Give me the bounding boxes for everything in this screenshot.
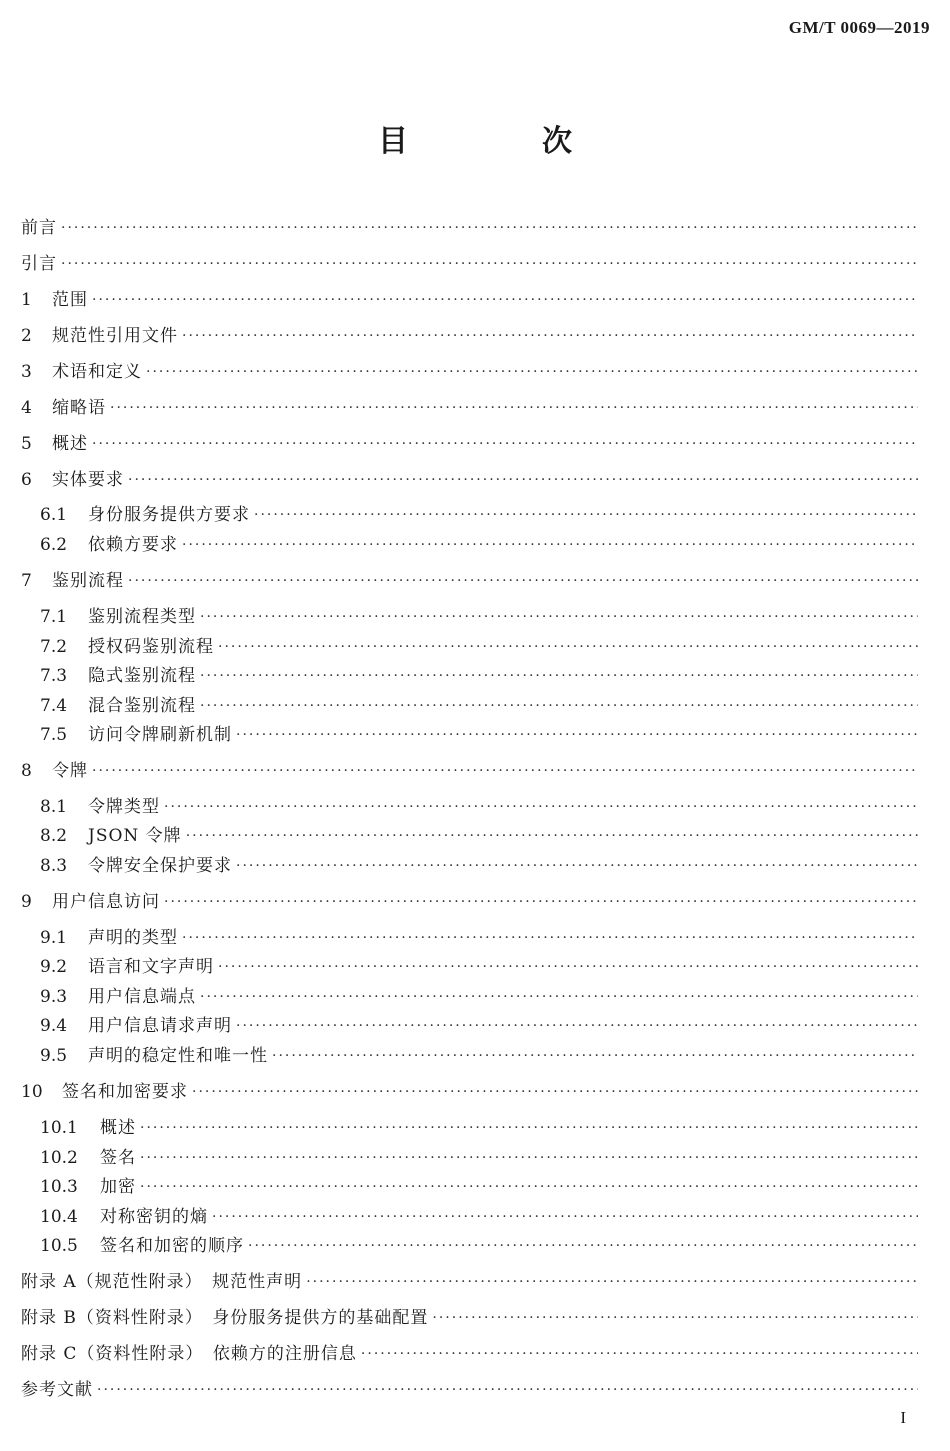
toc-leader-dots (236, 1014, 918, 1038)
toc-leader-dots (236, 854, 918, 878)
toc-entry-label: 加密 (100, 1177, 136, 1197)
toc-entry[interactable] (40, 985, 918, 1009)
toc-entry-number: 7.3 (40, 666, 68, 686)
toc-leader-dots (61, 252, 918, 276)
toc-entry-number: 10.2 (40, 1148, 78, 1168)
toc-entry-label: 令牌 (52, 761, 88, 781)
toc-entry-number: 7.4 (40, 696, 68, 716)
toc-entry[interactable] (40, 1205, 918, 1229)
toc-leader-dots (97, 1378, 918, 1402)
toc-entry-label: 附录 A（规范性附录） 规范性声明 (21, 1272, 303, 1292)
toc-entry[interactable] (21, 1270, 918, 1294)
toc-entry-label: 隐式鉴别流程 (88, 666, 196, 686)
toc-entry[interactable] (40, 926, 918, 950)
toc-entry[interactable] (21, 216, 918, 240)
toc-title: 目 次 (378, 124, 624, 159)
toc-entry-number: 3 (21, 362, 32, 382)
toc-entry-label: 混合鉴别流程 (88, 696, 196, 716)
toc-entry-label: 附录 C（资料性附录） 依赖方的注册信息 (21, 1344, 357, 1364)
toc-leader-dots (128, 569, 918, 593)
toc-entry-number: 7.1 (40, 607, 68, 627)
toc-entry-label: 实体要求 (52, 470, 124, 490)
toc-entry[interactable] (21, 759, 918, 783)
toc-entry-number: 9.2 (40, 957, 68, 977)
toc-entry-label: JSON 令牌 (88, 826, 182, 846)
toc-leader-dots (200, 694, 918, 718)
toc-entry-label: 对称密钥的熵 (100, 1207, 208, 1227)
toc-leader-dots (92, 288, 918, 312)
toc-entry-label: 用户信息端点 (88, 987, 196, 1007)
toc-entry-label: 概述 (52, 434, 88, 454)
toc-entry[interactable] (21, 288, 918, 312)
toc-entry[interactable] (40, 694, 918, 718)
toc-entry-label: 缩略语 (52, 398, 106, 418)
toc-leader-dots (200, 985, 918, 1009)
toc-leader-dots (182, 926, 918, 950)
toc-entry-label: 声明的稳定性和唯一性 (88, 1046, 268, 1066)
toc-leader-dots (140, 1116, 918, 1140)
toc-entry-number: 10.3 (40, 1177, 78, 1197)
toc-entry[interactable] (21, 1378, 918, 1402)
toc-entry[interactable] (40, 1014, 918, 1038)
toc-entry[interactable] (40, 664, 918, 688)
toc-entry-label: 规范性引用文件 (52, 326, 178, 346)
toc-leader-dots (186, 824, 918, 848)
page-number: I (900, 1408, 906, 1427)
toc-entry-label: 令牌类型 (88, 797, 160, 817)
toc-entry[interactable] (21, 468, 918, 492)
toc-leader-dots (110, 396, 918, 420)
toc-entry[interactable] (21, 1080, 918, 1104)
toc-entry-label: 用户信息请求声明 (88, 1016, 232, 1036)
toc-entry-label: 鉴别流程类型 (88, 607, 196, 627)
toc-entry-label: 附录 B（资料性附录） 身份服务提供方的基础配置 (21, 1308, 429, 1328)
toc-entry-number: 8 (21, 761, 32, 781)
toc-leader-dots (92, 759, 918, 783)
toc-leader-dots (200, 605, 918, 629)
toc-entry-label: 引言 (21, 254, 57, 274)
toc-entry-label: 鉴别流程 (52, 571, 124, 591)
toc-entry[interactable] (40, 1234, 918, 1258)
toc-leader-dots (182, 533, 918, 557)
toc-entry-label: 概述 (100, 1118, 136, 1138)
toc-entry[interactable] (40, 503, 918, 527)
toc-entry-label: 参考文献 (21, 1380, 93, 1400)
toc-entry[interactable] (21, 890, 918, 914)
toc-entry-number: 6.1 (40, 505, 68, 525)
toc-entry-label: 签名和加密要求 (62, 1082, 188, 1102)
toc-leader-dots (164, 890, 918, 914)
toc-entry[interactable] (40, 795, 918, 819)
toc-leader-dots (146, 360, 918, 384)
toc-entry-label: 用户信息访问 (52, 892, 160, 912)
toc-entry-label: 签名和加密的顺序 (100, 1236, 244, 1256)
toc-entry-label: 语言和文字声明 (88, 957, 214, 977)
toc-entry-label: 签名 (100, 1148, 136, 1168)
toc-entry-label: 令牌安全保护要求 (88, 856, 232, 876)
toc-leader-dots (61, 216, 918, 240)
toc-leader-dots (248, 1234, 918, 1258)
toc-entry[interactable] (21, 252, 918, 276)
toc-entry-number: 6.2 (40, 535, 68, 555)
toc-leader-dots (254, 503, 918, 527)
toc-entry[interactable] (40, 1175, 918, 1199)
toc-entry-label: 依赖方要求 (88, 535, 178, 555)
toc-entry-number: 9.1 (40, 928, 68, 948)
toc-leader-dots (236, 723, 918, 747)
toc-entry[interactable] (21, 396, 918, 420)
toc-entry-number: 10.5 (40, 1236, 78, 1256)
toc-entry[interactable] (40, 635, 918, 659)
toc-entry-label: 声明的类型 (88, 928, 178, 948)
toc-entry-number: 10.4 (40, 1207, 78, 1227)
toc-leader-dots (192, 1080, 918, 1104)
toc-entry[interactable] (21, 360, 918, 384)
toc-entry-number: 7.2 (40, 637, 68, 657)
toc-leader-dots (128, 468, 918, 492)
toc-entry[interactable] (21, 432, 918, 456)
toc-leader-dots (218, 955, 918, 979)
toc-leader-dots (140, 1146, 918, 1170)
toc-entry-label: 前言 (21, 218, 57, 238)
toc-entry-number: 9.5 (40, 1046, 68, 1066)
toc-leader-dots (92, 432, 918, 456)
toc-entry-number: 8.2 (40, 826, 68, 846)
toc-entry[interactable] (40, 723, 918, 747)
toc-entry-number: 7 (21, 571, 32, 591)
document-code: GM/T 0069—2019 (788, 18, 930, 37)
toc-leader-dots (218, 635, 918, 659)
toc-entry[interactable] (21, 1342, 918, 1366)
toc-leader-dots (272, 1044, 918, 1068)
toc-entry-number: 8.1 (40, 797, 68, 817)
toc-leader-dots (432, 1306, 918, 1330)
toc-entry-number: 8.3 (40, 856, 68, 876)
toc-entry-label: 访问令牌刷新机制 (88, 725, 232, 745)
toc-leader-dots (361, 1342, 918, 1366)
toc-entry-label: 术语和定义 (52, 362, 142, 382)
toc-leader-dots (200, 664, 918, 688)
toc-entry[interactable] (40, 854, 918, 878)
toc-entry[interactable] (40, 1044, 918, 1068)
toc-leader-dots (306, 1270, 918, 1294)
toc-entry-number: 9.3 (40, 987, 68, 1007)
toc-entry-number: 6 (21, 470, 32, 490)
toc-entry[interactable] (21, 324, 918, 348)
toc-entry[interactable] (21, 569, 918, 593)
toc-entry[interactable] (40, 1146, 918, 1170)
toc-entry-number: 1 (21, 290, 32, 310)
toc-entry[interactable] (40, 605, 918, 629)
toc-entry-number: 2 (21, 326, 32, 346)
toc-entry-number: 9.4 (40, 1016, 68, 1036)
toc-entry[interactable] (40, 533, 918, 557)
toc-entry-number: 7.5 (40, 725, 68, 745)
toc-entry-number: 4 (21, 398, 32, 418)
toc-leader-dots (212, 1205, 918, 1229)
toc-entry-label: 范围 (52, 290, 88, 310)
toc-entry[interactable] (21, 1306, 918, 1330)
toc-entry-number: 9 (21, 892, 32, 912)
toc-entry[interactable] (40, 955, 918, 979)
toc-entry[interactable] (40, 824, 918, 848)
toc-leader-dots (164, 795, 918, 819)
toc-entry-number: 5 (21, 434, 32, 454)
toc-entry-label: 授权码鉴别流程 (88, 637, 214, 657)
toc-entry-number: 10 (21, 1082, 43, 1102)
toc-leader-dots (182, 324, 918, 348)
toc-entry[interactable] (40, 1116, 918, 1140)
toc-entry-number: 10.1 (40, 1118, 78, 1138)
toc-leader-dots (140, 1175, 918, 1199)
toc-entry-label: 身份服务提供方要求 (88, 505, 250, 525)
